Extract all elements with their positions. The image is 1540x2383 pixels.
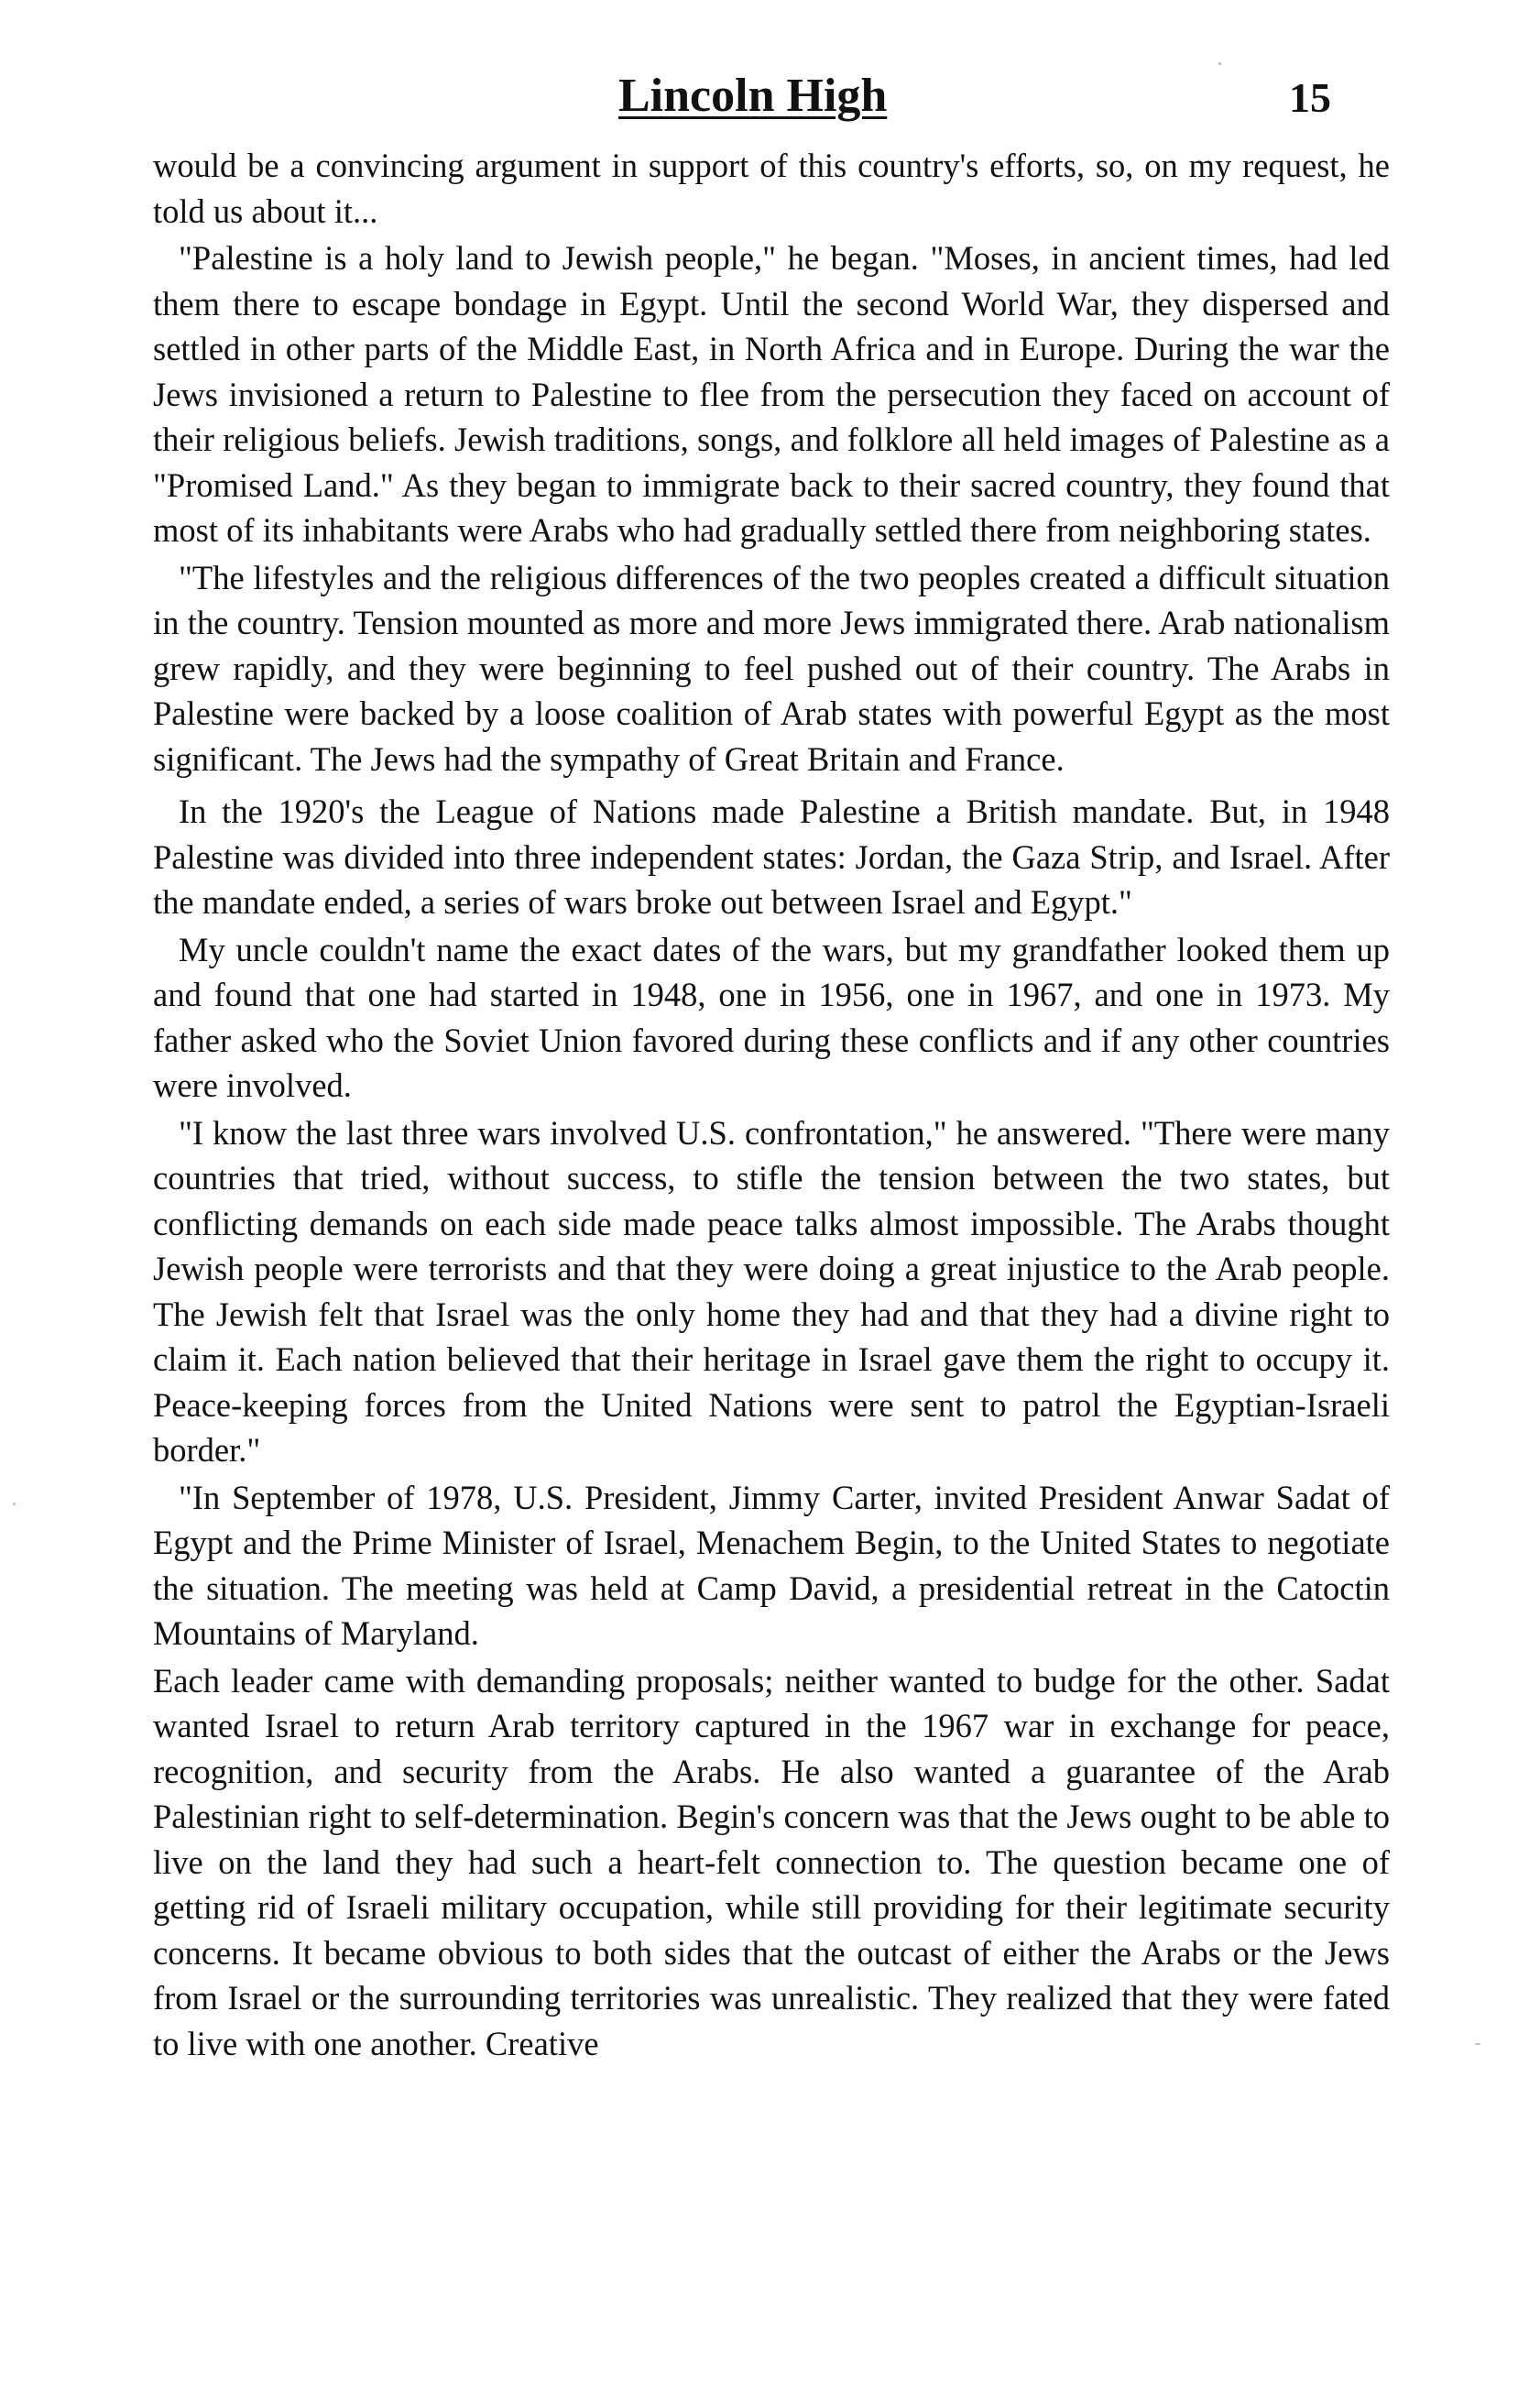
page-number: 15 bbox=[1289, 74, 1331, 121]
page-header bbox=[153, 70, 1390, 141]
paragraph: "I know the last three wars involved U.S. confrontation," he answered. "There were many countries that tried, without success, to stifle the tension between the two states, but conflicting demands on each side made peace talks almost impossible. The Arabs thought Jewish people were terrorists and that they were doing a great injustice to the Arab people. The Jewish felt that Israel was the only home they had and that they had a divine right to claim it. Each nation believed that their heritage in Israel gave them the right to occupy it. Peace-keeping forces from the United Nations were sent to patrol the Egyptian-Israeli border." bbox=[153, 1113, 1390, 1469]
paragraph: would be a convincing argument in support of this country's efforts, so, on my request, he told us about it... bbox=[153, 147, 1390, 230]
paragraph: "In September of 1978, U.S. President, Jimmy Carter, invited President Anwar Sadat of Egypt and the Prime Minister of Israel, Menachem Begin, to the United States to negotiate the situation. The meeting was held at Camp David, a presidential retreat in the Catoctin Mountains of Maryland. bbox=[153, 1478, 1390, 1652]
paragraph: Each leader came with demanding proposals; neither wanted to budge for the other. Sadat wanted Israel to return Arab territory captured in the 1967 war in exchange for peace, recognition, and security from the Arabs. He also wanted a guarantee of the Arab Palestinian right to self-determination. Begin's concern was that the Jews ought to be able to live on the land they had such a heart-felt connection to. The question became one of getting rid of Israeli military occupation, while still providing for their legitimate security concerns. It became obvious to both sides that the outcast of either the Arabs or the Jews from Israel or the surrounding territories was unrealistic. They realized that they were fated to live with one another. Creative bbox=[153, 1661, 1390, 2062]
paragraph: My uncle couldn't name the exact dates of the wars, but my grandfather looked them up and found that one had started in 1948, one in 1956, one in 1967, and one in 1973. My father asked who the Soviet Union favored during these conflicts and if any other countries were involved. bbox=[153, 930, 1390, 1104]
scan-speck bbox=[13, 1503, 16, 1505]
running-title: Lincoln High bbox=[618, 70, 888, 122]
paragraph: "The lifestyles and the religious differences of the two peoples created a difficult situation in the country. Tension mounted as more and more Jews immigrated there. Arab nationalism grew rapidly, and they were beginning to feel pushed out of their country. The Arabs in Palestine were backed by a loose coalition of Arab states with powerful Egypt as the most significant. The Jews had the sympathy of Great Britain and France. bbox=[153, 558, 1390, 778]
body-text bbox=[153, 143, 1390, 2066]
paragraph: "Palestine is a holy land to Jewish people," he began. "Moses, in ancient times, had led them there to escape bondage in Egypt. Until the second World War, they dispersed and settled in other parts of the Middle East, in North Africa and in Europe. During the war the Jews invisioned a return to Palestine to flee from the persecution they faced on account of their religious beliefs. Jewish traditions, songs, and folklore all held images of Palestine as a "Promised Land." As they began to immigrate back to their sacred country, they found that most of its inhabitants were Arabs who had gradually settled there from neighboring states. bbox=[153, 239, 1390, 549]
paragraph: In the 1920's the League of Nations made Palestine a British mandate. But, in 1948 Palestine was divided into three independent states: Jordan, the Gaza Strip, and Israel. After the mandate ended, a series of wars broke out between Israel and Egypt." bbox=[153, 793, 1390, 921]
scan-speck bbox=[1475, 2043, 1480, 2045]
document-page bbox=[153, 70, 1390, 2068]
scan-speck bbox=[1218, 62, 1221, 65]
